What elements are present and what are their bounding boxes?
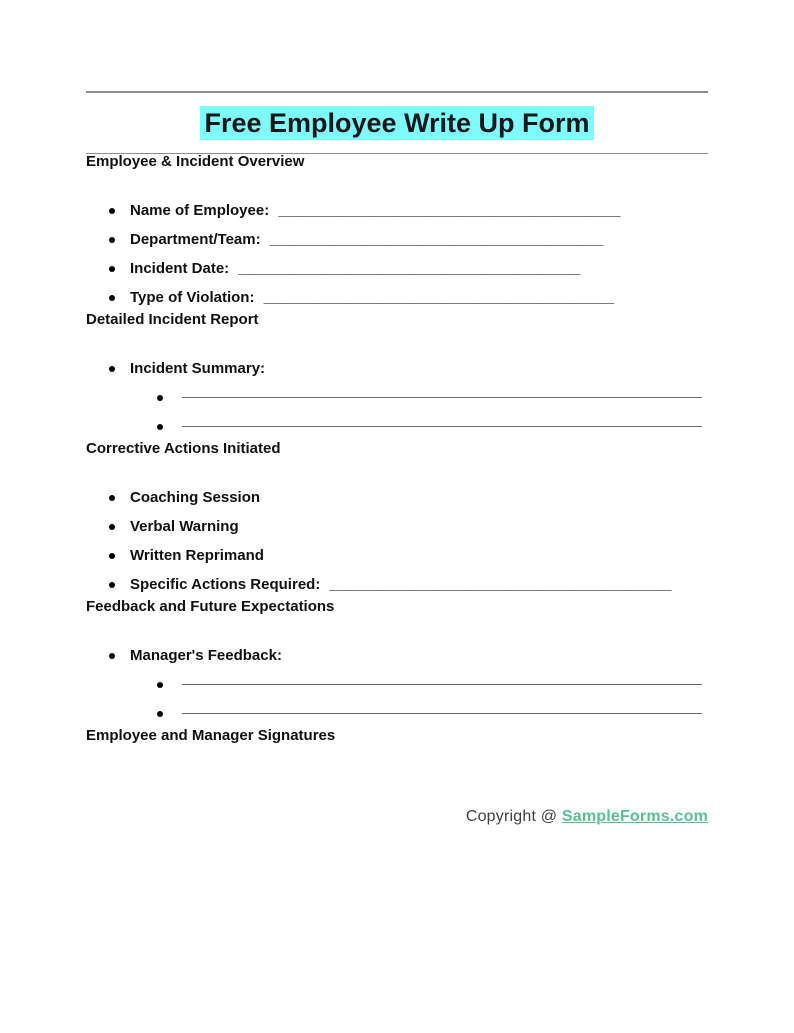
fill-in-blank: _________________________________________ [329,576,672,593]
bullet-icon [157,711,163,717]
bullet-icon [109,295,115,301]
field-label: Department/Team: [130,231,261,248]
list-item [86,570,708,599]
footer-link[interactable]: SampleForms.com [561,808,708,825]
bullet-icon [109,553,115,559]
field-label: Verbal Warning [130,518,239,535]
section-heading-employee-incident-overview: Employee & Incident Overview [86,153,305,170]
write-line-list [86,670,708,728]
bullet-icon [109,495,115,501]
write-line-row [86,383,708,412]
list-item [86,354,708,383]
fill-in-blank: _________________________________________ [278,202,621,219]
bullet-icon [157,682,163,688]
list-item [86,483,708,512]
field-label: Name of Employee: [130,202,270,219]
section-list [86,641,708,670]
list-item [86,225,708,254]
write-line [182,684,702,685]
list-item [86,641,708,670]
field-label: Manager's Feedback: [130,647,282,664]
fill-in-blank: __________________________________________ [263,289,615,306]
bullet-icon [157,424,163,430]
write-line [182,397,702,398]
section-heading-feedback-future-expectations: Feedback and Future Expectations [86,598,335,615]
list-item [86,541,708,570]
title-row [86,106,708,140]
write-line [182,426,702,427]
list-item [86,512,708,541]
field-label: Coaching Session [130,489,261,506]
page-title: Free Employee Write Up Form [200,106,593,140]
section-list [86,483,708,599]
bullet-icon [109,524,115,530]
bullet-icon [109,366,115,372]
list-item [86,196,708,225]
bullet-icon [157,395,163,401]
section-list [86,196,708,312]
list-item [86,254,708,283]
page-footer [86,807,708,827]
fill-in-blank: ________________________________________ [269,231,604,248]
write-line [182,713,702,714]
divider-line-top [86,91,708,93]
section-heading-detailed-incident-report: Detailed Incident Report [86,311,259,328]
bullet-icon [109,653,115,659]
field-label: Incident Date: [130,260,230,277]
section-list [86,354,708,383]
field-label: Type of Violation: [130,289,255,306]
bullet-icon [109,208,115,214]
bullet-icon [109,266,115,272]
field-label: Specific Actions Required: [130,576,321,593]
write-line-row [86,670,708,699]
list-item [86,283,708,312]
section-heading-employee-manager-signatures: Employee and Manager Signatures [86,727,336,744]
write-line-row [86,699,708,728]
field-label: Incident Summary: [130,360,266,377]
field-label: Written Reprimand [130,547,264,564]
section-heading-corrective-actions-initiated: Corrective Actions Initiated [86,440,281,457]
footer-copyright-text: Copyright @ [465,808,558,825]
write-line-row [86,412,708,441]
bullet-icon [109,582,115,588]
fill-in-blank: _________________________________________ [238,260,581,277]
bullet-icon [109,237,115,243]
write-line-list [86,383,708,441]
